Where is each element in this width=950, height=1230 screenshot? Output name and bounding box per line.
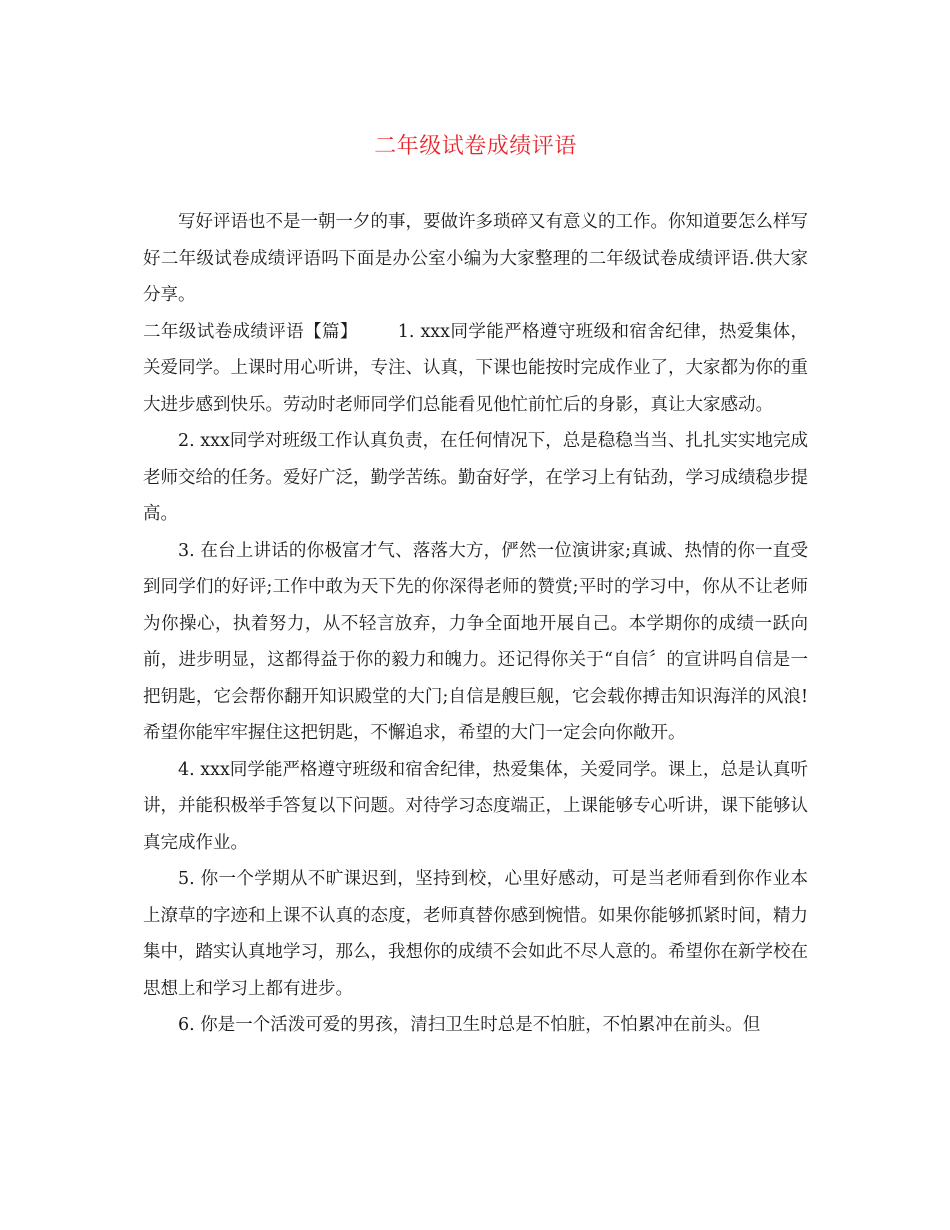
comment-item-4: 4. xxx同学能严格遵守班级和宿舍纪律，热爱集体，关爱同学。课上，总是认真听讲，并能积极举手答复以下问题。对待学习态度端正，上课能够专心听讲，课下能够认真完成作业。: [143, 759, 808, 853]
comment-item-5: 5. 你一个学期从不旷课迟到，坚持到校，心里好感动，可是当老师看到你作业本上潦草的字迹和上课不认真的态度，老师真替你感到惋惜。如果你能够抓紧时间，精力集中，踏实认真地学习，那么，我想你的成绩不会如此不尽人意的。希望你在新学校在思想上和学习上都有进步。: [143, 869, 808, 999]
comment-item-1: 1. xxx同学能严格遵守班级和宿舍纪律，热爱集体，关爱同学。上课时用心听讲，专注、认真，下课也能按时完成作业了，大家都为你的重大进步感到快乐。劳动时老师同学们总能看见他忙前忙后的身影，真让大家感动。: [143, 321, 808, 415]
document-body: [143, 204, 808, 1044]
section-heading: 二年级试卷成绩评语【篇】: [143, 321, 358, 342]
comment-item-6: 6. 你是一个活泼可爱的男孩，清扫卫生时总是不怕脏，不怕累冲在前头。但: [178, 1015, 761, 1035]
section-paragraph: [143, 314, 808, 424]
intro-paragraph: 写好评语也不是一朝一夕的事，要做许多琐碎又有意义的工作。你知道要怎么样写好二年级试卷成绩评语吗下面是办公室小编为大家整理的二年级试卷成绩评语.供大家分享。: [143, 212, 808, 305]
comment-item-3: 3. 在台上讲话的你极富才气、落落大方，俨然一位演讲家;真诚、热情的你一直受到同学们的好评;工作中敢为天下先的你深得老师的赞赏;平时的学习中，你从不让老师为你操心，执着努力，从不轻言放弃，力争全面地开展自己。本学期你的成绩一跃向前，进步明显，这都得益于你的毅力和魄力。还记得你关于“自信〞的宣讲吗自信是一把钥匙，它会帮你翻开知识殿堂的大门;自信是艘巨舰，它会载你搏击知识海洋的风浪!希望你能牢牢握住这把钥匙，不懈追求，希望的大门一定会向你敞开。: [143, 540, 808, 743]
comment-item-2: 2. xxx同学对班级工作认真负责，在任何情况下，总是稳稳当当、扎扎实实地完成老师交给的任务。爱好广泛，勤学苦练。勤奋好学，在学习上有钻劲，学习成绩稳步提高。: [143, 431, 808, 524]
document-title: 二年级试卷成绩评语: [374, 134, 577, 159]
